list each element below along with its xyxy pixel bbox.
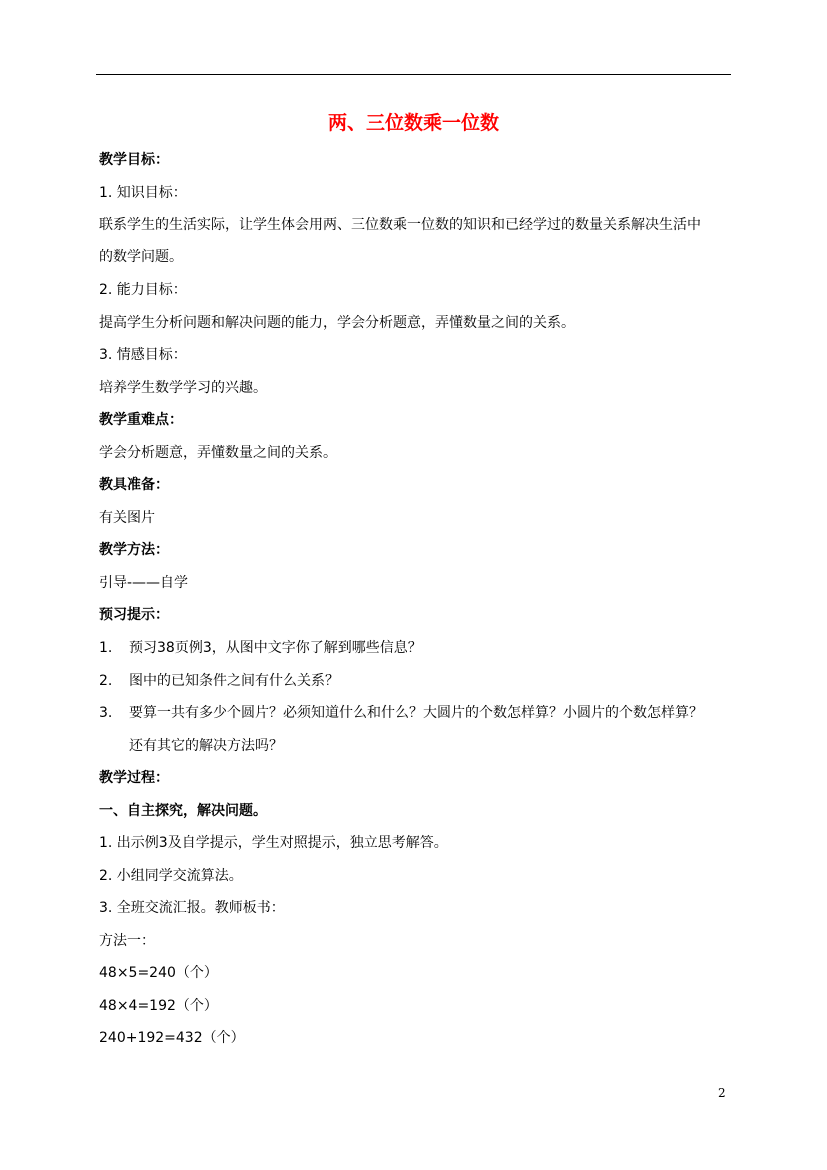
document-title: 两、三位数乘一位数: [327, 112, 499, 134]
goal1-label: 1. 知识目标：: [99, 185, 187, 201]
heading-key-points: 教学重难点：: [99, 412, 183, 428]
goal1-text-line2: 的数学问题。: [99, 249, 183, 265]
key-points-text: 学会分析题意，弄懂数量之间的关系。: [99, 445, 337, 461]
preview-item: [99, 672, 339, 690]
calculation-1: 48×5=240（个）: [99, 965, 218, 981]
section1-heading: 一、自主探究，解决问题。: [99, 803, 267, 819]
goal2-label: 2. 能力目标：: [99, 282, 187, 298]
step2: 2. 小组同学交流算法。: [99, 868, 243, 884]
goal2-text: 提高学生分析问题和解决问题的能力，学会分析题意，弄懂数量之间的关系。: [99, 315, 575, 331]
list-number: 3.: [99, 705, 113, 721]
step1: 1. 出示例3及自学提示，学生对照提示，独立思考解答。: [99, 835, 448, 851]
heading-teaching-tools: 教具准备：: [99, 477, 169, 493]
goal3-label: 3. 情感目标：: [99, 347, 187, 363]
step3: 3. 全班交流汇报。教师板书：: [99, 900, 285, 916]
method1-label: 方法一：: [99, 933, 155, 949]
list-text: 要算一共有多少个圆片？必须知道什么和什么？大圆片的个数怎样算？小圆片的个数怎样算？: [129, 705, 703, 721]
calculation-2: 48×4=192（个）: [99, 998, 218, 1014]
goal3-text: 培养学生数学学习的兴趣。: [99, 380, 267, 396]
teaching-method-text: 引导-——自学: [99, 575, 189, 591]
list-text: 图中的已知条件之间有什么关系？: [129, 673, 339, 689]
header-rule: [96, 74, 731, 75]
list-number: 2.: [99, 673, 113, 689]
heading-teaching-process: 教学过程：: [99, 770, 169, 786]
list-text: 预习38页例3，从图中文字你了解到哪些信息？: [129, 640, 422, 656]
teaching-tools-text: 有关图片: [99, 510, 155, 526]
calculation-3: 240+192=432（个）: [99, 1030, 245, 1046]
preview-item: [99, 639, 422, 657]
goal1-text-line1: 联系学生的生活实际，让学生体会用两、三位数乘一位数的知识和已经学过的数量关系解决生活中: [99, 217, 701, 233]
heading-teaching-method: 教学方法：: [99, 542, 169, 558]
preview-item-continuation: 还有其它的解决方法吗？: [129, 738, 283, 754]
list-number: 1.: [99, 640, 113, 656]
preview-item: [99, 704, 703, 722]
heading-teaching-goals: 教学目标：: [99, 152, 169, 168]
heading-preview-tips: 预习提示：: [99, 607, 169, 623]
page-number: 2: [718, 1086, 726, 1100]
